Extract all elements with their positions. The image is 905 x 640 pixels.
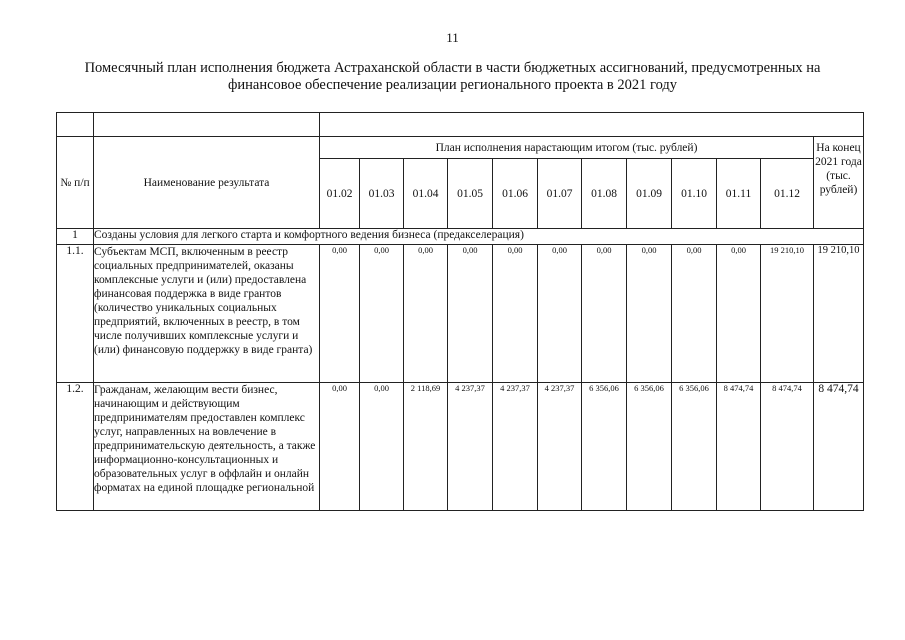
budget-plan-table — [56, 112, 864, 511]
header-month: 01.03 — [360, 159, 404, 229]
header-month: 01.09 — [627, 159, 672, 229]
value-cell: 0,00 — [360, 245, 404, 383]
section-num: 1 — [57, 229, 94, 245]
blank-cell — [57, 113, 94, 137]
section-title: Созданы условия для легкого старта и комфортного ведения бизнеса (предакселерация) — [94, 229, 864, 245]
header-month: 01.04 — [404, 159, 448, 229]
total-cell: 8 474,74 — [814, 383, 864, 511]
value-cell: 4 237,37 — [448, 383, 493, 511]
blank-cell — [94, 113, 320, 137]
value-cell: 0,00 — [448, 245, 493, 383]
value-cell: 2 118,69 — [404, 383, 448, 511]
group-header-row — [57, 137, 864, 159]
header-month: 01.07 — [538, 159, 582, 229]
row-name: Гражданам, желающим вести бизнес, начинающим и действующим предпринимателям предоставлен комплекс услуг, направленных на вовлечение в предпринимательскую деятельность, а также информационно-консультационных и образовательных услуг в оффлайн и онлайн форматах на единой площадке региональной — [94, 383, 320, 511]
row-name: Субъектам МСП, включенным в реестр социальных предпринимателей, оказаны комплексные услуги и (или) предоставлена финансовая поддержка в виде грантов (количество уникальных социальных предприятий, включенных в реестр, в том числе получивших комплексные услуги и (или) финансовую поддержку в виде гранта) — [94, 245, 320, 383]
blank-cell — [320, 113, 864, 137]
header-month: 01.12 — [761, 159, 814, 229]
section-row — [57, 229, 864, 245]
page-number: 11 — [446, 30, 459, 45]
header-month: 01.11 — [717, 159, 761, 229]
value-cell: 8 474,74 — [761, 383, 814, 511]
row-num: 1.1. — [57, 245, 94, 383]
blank-header-row — [57, 113, 864, 137]
value-cell: 0,00 — [360, 383, 404, 511]
header-name: Наименование результата — [94, 137, 320, 229]
header-month: 01.08 — [582, 159, 627, 229]
header-num: № п/п — [57, 137, 94, 229]
row-num: 1.2. — [57, 383, 94, 511]
header-month: 01.10 — [672, 159, 717, 229]
value-cell: 0,00 — [717, 245, 761, 383]
header-year-end: На конец 2021 года (тыс. рублей) — [814, 137, 864, 229]
document-title — [50, 60, 855, 94]
value-cell: 0,00 — [404, 245, 448, 383]
value-cell: 0,00 — [672, 245, 717, 383]
value-cell: 0,00 — [320, 245, 360, 383]
total-cell: 19 210,10 — [814, 245, 864, 383]
value-cell: 8 474,74 — [717, 383, 761, 511]
header-month: 01.02 — [320, 159, 360, 229]
title-line-2: финансовое обеспечение реализации регионального проекта в 2021 году — [227, 77, 678, 93]
table-row — [57, 383, 864, 511]
value-cell: 6 356,06 — [627, 383, 672, 511]
header-month: 01.06 — [493, 159, 538, 229]
value-cell: 19 210,10 — [761, 245, 814, 383]
value-cell: 0,00 — [493, 245, 538, 383]
header-plan-group: План исполнения нарастающим итогом (тыс. рублей) — [320, 137, 814, 159]
value-cell: 0,00 — [627, 245, 672, 383]
value-cell: 0,00 — [320, 383, 360, 511]
value-cell: 6 356,06 — [672, 383, 717, 511]
value-cell: 6 356,06 — [582, 383, 627, 511]
value-cell: 0,00 — [538, 245, 582, 383]
value-cell: 0,00 — [582, 245, 627, 383]
header-month: 01.05 — [448, 159, 493, 229]
value-cell: 4 237,37 — [493, 383, 538, 511]
value-cell: 4 237,37 — [538, 383, 582, 511]
table-row — [57, 245, 864, 383]
title-line-1: Помесячный план исполнения бюджета Астраханской области в части бюджетных ассигнований, предусмотренных на — [84, 60, 821, 76]
